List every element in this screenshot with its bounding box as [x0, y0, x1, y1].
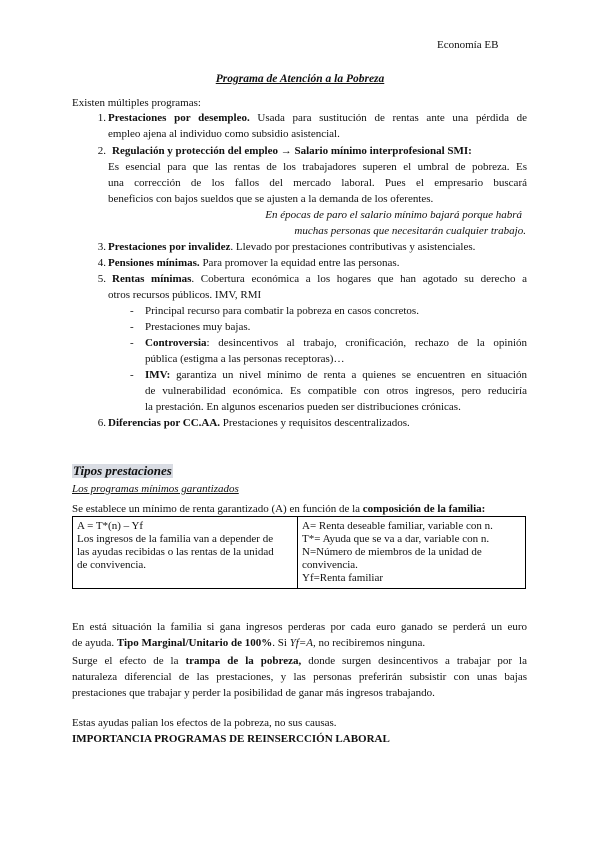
- course-header: Economía EB: [437, 39, 499, 51]
- paragraph-text: Surge el efecto de la: [72, 655, 186, 667]
- item-text: . Cobertura económica a los hogares que han agotado su derecho a: [191, 273, 527, 285]
- paragraph: En está situación la familia si gana ingresos perderas por cada euro ganado se perderá un euro: [72, 621, 527, 633]
- definition: A= Renta deseable familiar, variable con n.: [302, 520, 493, 532]
- paragraph: prestaciones que trabajar y perder la posibilidad de ganar más ingresos trabajando.: [72, 687, 435, 699]
- paragraph-bold: trampa de la pobreza,: [185, 655, 302, 667]
- bullet-dash-icon: -: [130, 321, 134, 333]
- item-note: En épocas de paro el salario mínimo bajará porque habrá: [265, 209, 522, 221]
- section-lead-bold: composición de la familia:: [362, 503, 486, 515]
- paragraph-text: no recibiremos ninguna.: [315, 637, 426, 649]
- paragraph-italic: Yf=A,: [289, 637, 316, 649]
- definition: convivencia.: [302, 559, 358, 571]
- arrow-icon: →: [278, 145, 295, 157]
- closing-heading: IMPORTANCIA PROGRAMAS DE REINSERCCIÓN LABORAL: [72, 733, 390, 745]
- paragraph-text: de ayuda.: [72, 637, 117, 649]
- sub-item-text: : desincentivos al trabajo, cronificación, rechazo de la opinión: [206, 337, 527, 349]
- sub-item-title: Controversia: [145, 337, 207, 349]
- item-text: . Llevado por prestaciones contributivas y asistenciales.: [230, 241, 476, 253]
- item-text: Es esencial para que las rentas de los trabajadores superen el umbral de pobreza. Es: [108, 161, 527, 173]
- bullet-dash-icon: -: [130, 305, 134, 317]
- item-number: 6.: [97, 417, 106, 429]
- section-heading: Tipos prestaciones: [73, 463, 172, 478]
- sub-item-text: Principal recurso para combatir la pobreza en casos concretos.: [145, 305, 419, 317]
- item-number: 4.: [97, 257, 106, 269]
- item-number: 3.: [97, 241, 106, 253]
- item-title: Pensiones mínimas.: [108, 257, 200, 269]
- item-title: Rentas mínimas: [112, 273, 192, 285]
- sub-item-text: garantiza un nivel mínimo de renta a quienes se encuentren en situación: [170, 369, 527, 381]
- intro-text: Existen múltiples programas:: [72, 97, 201, 109]
- formula-desc: de convivencia.: [77, 559, 147, 571]
- item-title: Prestaciones por invalidez: [108, 241, 231, 253]
- formula-cell: [73, 517, 298, 589]
- section-lead: Se establece un mínimo de renta garantizado (A) en función de la: [72, 503, 363, 515]
- sub-item-text: pública (estigma a las personas receptoras)…: [145, 353, 345, 365]
- paragraph-text: donde surgen desincentivos a trabajar por la: [301, 655, 527, 667]
- item-title: Diferencias por CC.AA.: [108, 417, 221, 429]
- formula-table: [72, 516, 526, 589]
- sub-item-text: de vulnerabilidad económica. Es compatible con otros ingresos, pero reduciría: [145, 385, 527, 397]
- item-note: muchas personas que necesitarán cualquier trabajo.: [294, 225, 526, 237]
- paragraph: naturaleza diferencial de las prestaciones, y las personas preferirán subsistir con unas bajas: [72, 671, 527, 683]
- item-text: Para promover la equidad entre las personas.: [199, 257, 400, 269]
- bullet-dash-icon: -: [130, 337, 134, 349]
- item-title: Prestaciones por desempleo.: [108, 112, 250, 124]
- definition: T*= Ayuda que se va a dar, variable con n.: [302, 533, 490, 545]
- definitions-cell: [298, 517, 526, 589]
- formula-desc: las ayudas recibidas o las rentas de la unidad: [77, 546, 274, 558]
- item-text: otros recursos públicos. IMV, RMI: [108, 289, 262, 301]
- sub-item-text: la prestación. En algunos escenarios pueden ser distribuciones crónicas.: [145, 401, 461, 413]
- paragraph: [72, 654, 527, 668]
- item-number: 1.: [97, 112, 106, 124]
- item-text: Prestaciones y requisitos descentralizados.: [220, 417, 410, 429]
- sub-item-text: Prestaciones muy bajas.: [145, 321, 251, 333]
- paragraph: Estas ayudas palian los efectos de la pobreza, no sus causas.: [72, 717, 337, 729]
- item-title: Regulación y protección del empleo: [112, 145, 278, 157]
- item-subtitle: Salario mínimo interprofesional SMI:: [294, 145, 472, 157]
- item-text: empleo ajena al individuo como subsidio asistencial.: [108, 128, 340, 140]
- paragraph: [72, 636, 425, 650]
- paragraph-text: . Si: [272, 637, 290, 649]
- item-text: Usada para sustitución de rentas ante una pérdida de: [249, 112, 527, 124]
- sub-item-title: IMV:: [145, 369, 171, 381]
- definition: N=Número de miembros de la unidad de: [302, 546, 482, 558]
- formula-desc: Los ingresos de la familia van a depender de: [77, 533, 274, 545]
- item-text: una corrección de los fallos del mercado laboral. Pues el empresario buscará: [108, 177, 527, 189]
- page-title: Programa de Atención a la Pobreza: [215, 73, 385, 85]
- bullet-dash-icon: -: [130, 369, 134, 381]
- item-number: 5.: [97, 273, 106, 285]
- definition: Yf=Renta familiar: [302, 572, 384, 584]
- item-text: beneficios con bajos sueldos que se ajusten a la demanda de los oferentes.: [108, 193, 434, 205]
- item-number: 2.: [97, 145, 106, 157]
- paragraph-bold: Tipo Marginal/Unitario de 100%: [116, 637, 273, 649]
- section-subheading: Los programas mínimos garantizados: [72, 483, 239, 495]
- formula: A = T*(n) – Yf: [77, 520, 144, 532]
